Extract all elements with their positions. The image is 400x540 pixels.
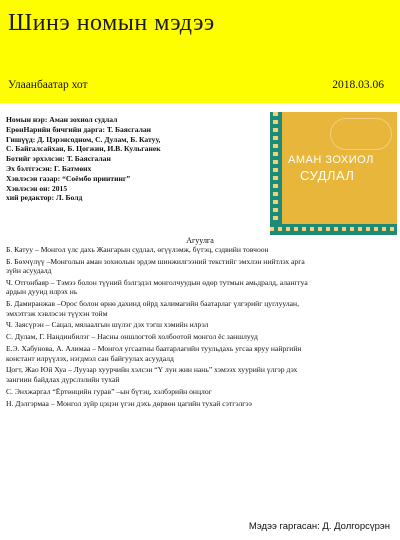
header-banner: [0, 0, 400, 103]
cover-title-line2: СУДЛАЛ: [300, 168, 355, 183]
toc-item-line: ардын дууид илрэх нь: [6, 287, 78, 297]
toc-item-line: констант илрүүлэх, нэгдмэл сан байгуулах асуудалд: [6, 353, 174, 363]
date-label: 2018.03.06: [332, 79, 384, 91]
meta-line: Эх бэлтгэсэн: Г. Батмөнх: [6, 163, 92, 173]
toc-item-line: Б. Дамиранжав –Орос болон өрнө дахинд ойрд халимагийн баатарлаг үлгэрийг цуглуулан,: [6, 299, 299, 309]
table-of-contents: [6, 245, 396, 410]
cover-border-left: [270, 112, 282, 235]
meta-line: ЕрөнНарийн бичгийн дарга: Т. Баясгалан: [6, 124, 152, 134]
toc-item-line: Ч. Отгонбаяр – Тэмээ болон түүний бэлгэдэл монголчуудын өдөр тутмын амьдралд, аланггуа: [6, 278, 308, 288]
toc-item: [6, 245, 396, 254]
toc-item-line: Е.Э. Хабунова, А. Алимаа – Монгол угсаатны баатарлагийн туульдахь угсаа яруу найргийн: [6, 344, 302, 354]
compiler-credit: Мэдээ гаргасан: Д. Долгорсүрэн: [248, 521, 390, 532]
toc-item-line: Цогт, Жао Юй Хуа – Луузар хуурчийн хэлсэн “Ү лун жин нань” хэмээх хуурийн үлгэр дэх: [6, 365, 298, 375]
book-metadata: [6, 115, 266, 203]
toc-item: [6, 399, 396, 408]
toc-item: [6, 387, 396, 396]
meta-line: хий редактор: Л. Болд: [6, 193, 83, 203]
place-label: Улаанбаатар хот: [8, 79, 88, 91]
meta-line: Гишүүд: Д. Цэрэнсодном, С. Дулам, Б. Катуу,: [6, 134, 161, 144]
toc-item-line: С. Энхжаргал “Ёртөнцийн гурав” –ын бүтэц, хэлбэрийн онцлог: [6, 386, 212, 396]
toc-item-line: зүйн асуудалд: [6, 266, 52, 276]
cover-title-line1: АМАН ЗОХИОЛ: [288, 154, 374, 166]
meta-line: Хэвлэсэн он: 2015: [6, 183, 68, 193]
toc-item: [6, 365, 396, 384]
toc-item-line: Б. Бөхчүлүү –Монголын аман зохиолын эрдэм шинжилгээний текстийг эмхлэн нийтлэх арга: [6, 256, 305, 266]
toc-item-line: Б. Катуу – Монгол үлс дахь Жангарын судлал, өгүүлэмж, бүтэц, сэдвийн товчоон: [6, 245, 269, 254]
meta-line: С. Байгалсайхан, Б. Цогжин, И.В. Кульганек: [6, 144, 161, 154]
toc-item-line: зангиин байдлах дүрслэлийн тухай: [6, 374, 120, 384]
toc-item-line: Н. Дэлгэрмаа – Монгол зүйр цэцэн үгэн дэхь дөрвөн цагийн тухай сэтгэлгээ: [6, 398, 252, 408]
toc-item: [6, 344, 396, 363]
toc-heading: Агуулга: [186, 236, 214, 245]
meta-line: Номын нэр: Аман зохиол судлал: [6, 115, 118, 124]
toc-item-line: Ч. Заясүрэн – Сацал, мялаалгын шүлэг дэх тэгш хэмийн илрэл: [6, 320, 209, 330]
page-title: Шинэ номын мэдээ: [8, 10, 215, 36]
cover-ornament: [330, 118, 392, 150]
book-cover-image: [270, 112, 397, 235]
toc-item: [6, 320, 396, 329]
cover-border-bottom: [270, 224, 397, 235]
toc-item: [6, 332, 396, 341]
toc-item: [6, 278, 396, 297]
toc-item-line: эмхэтгэж хэвлэсэн түүхэн тойм: [6, 308, 108, 318]
toc-item-line: С. Дулам, Г. Нандинбилэг – Насны оншлогтой холбоотой монгол ёс заншлууд: [6, 332, 258, 342]
toc-item: [6, 299, 396, 318]
meta-line: Хэвлэсэн газар: “Соёмбо принтинг”: [6, 173, 131, 183]
toc-item: [6, 257, 396, 276]
meta-line: Ботийг эрхэлсэн: Т. Баясгалан: [6, 154, 111, 164]
